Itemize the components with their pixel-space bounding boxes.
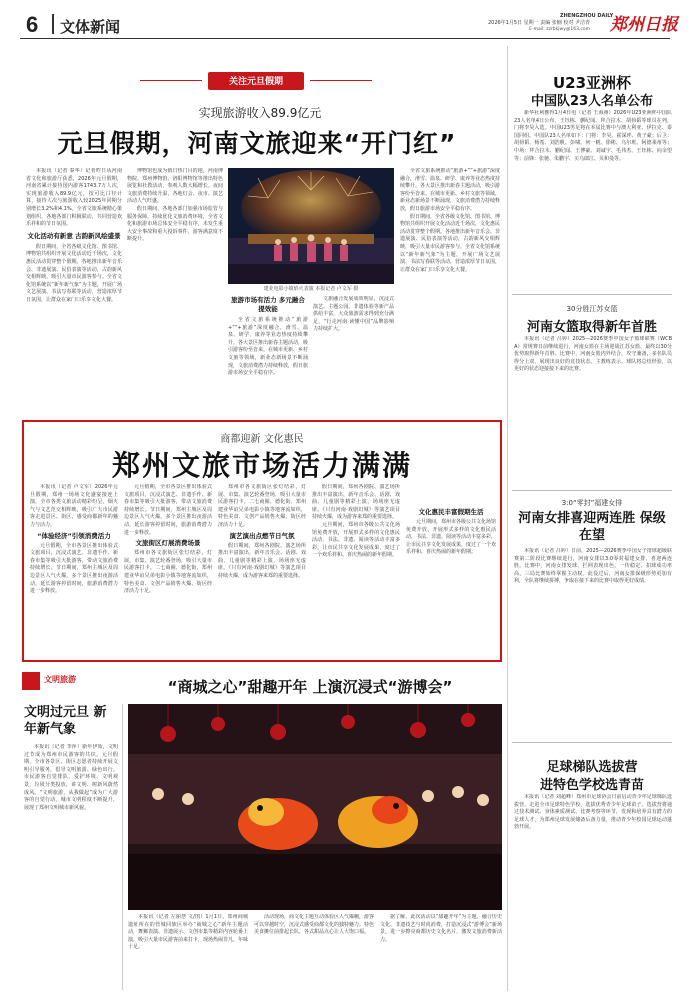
u23-rule — [512, 294, 672, 295]
page-number-divider — [52, 14, 54, 34]
cityfest-body-4: 元旦期间，郑州市各级公共文化场馆免费开放，开展形式多样的文化惠民活动，书法、非遗、阅读等活动丰富多彩，让市民共享文化发展成果，度过了一个欢乐祥和、喜庆热闹的新年假期。 — [406, 519, 496, 556]
shopping-title: “商城之心”甜趣开年 上演沉浸式“游博会” — [167, 678, 453, 696]
basketball-body: 本报讯（记者 吕婷）2025—2026赛季中国女子篮球联赛（WCBA）常规赛日前继续进行，河南女篮在主场迎战江苏女篮，最终以30分优势取得新年首胜。比赛中，河南女篮内外结合，攻守兼备，多名队员得分上双，展现出良好的竞技状态。主教练表示，球队将总结经验，以更好的状态迎接接下来的比赛。 — [514, 336, 672, 373]
holiday-photo-caption: 建业电影小镇焰火表演 本报记者 卢文军 摄 — [263, 286, 359, 292]
football-body: 本报讯（记者 刘超峰）郑州市足球协会日前启动青少年足球梯队选拔营，走进全市足球特色学校，选拔优秀青少年足球苗子。选拔营将通过技术测试、身体素质测试、比赛考察等环节，发现和培养具有潜力的足球人才，为郑州足球发展储备后备力量，推动青少年校园足球运动蓬勃开展。 — [514, 794, 672, 831]
holiday-column-1 — [26, 168, 122, 418]
football-title-2: 进特色学校选青苗 — [539, 778, 644, 793]
cityfest-body-3b: 假日期间，郑州各剧院、演艺场所推出丰富演出，新年音乐会、话剧、戏曲、儿童剧等精彩上演，场场座无虚席。《只有河南·戏剧幻城》等演艺项目持续火爆，成为游客来郑的重要选择。 — [312, 484, 400, 521]
cityfest-column-5 — [406, 484, 496, 656]
football-title-1: 足球梯队选拔营 — [546, 760, 638, 775]
volleyball-rule — [512, 742, 672, 743]
holiday-column-2 — [127, 168, 223, 418]
holiday-banner-label: 关注元旦假期 — [228, 77, 283, 87]
basketball-rule — [512, 490, 672, 491]
civil-title: 文明过元旦 新年新气象 — [24, 705, 107, 737]
basketball-title: 河南女篮取得新年首胜 — [526, 320, 657, 335]
civil-tag: 文明旅游 — [44, 675, 76, 684]
cityfest-column-2 — [124, 484, 212, 656]
shopping-column-2 — [254, 914, 374, 992]
u23-title-1: U23亚洲杯 — [552, 74, 632, 92]
email-line: E-mail: zzrbkjwy@163.com — [529, 27, 590, 32]
masthead-rule — [20, 38, 670, 39]
holiday-subtitle: 实现旅游收入89.9亿元 — [198, 106, 322, 120]
cityfest-intro: 本报讯（记者 卢文军）2026年元旦假期，郑州一场场文化盛宴接连上演，全市各类文旅活动精彩纷呈，烟火气与文艺范交相辉映，吸引广大市民游客走进景区、街区，感受商都新年的魅力与活力。 — [30, 484, 118, 528]
cityfest-body-4b: 元旦期间，郑州市各级公共文化场馆免费开放，开展形式多样的文化惠民活动，书法、非遗、阅读等活动丰富多彩，让市民共享文化发展成果，度过了一个欢乐祥和、喜庆热闹的新年假期。 — [312, 521, 400, 559]
shopping-column-3 — [380, 914, 502, 992]
holiday-column-3 — [228, 296, 308, 416]
volleyball-title: 河南女排喜迎两连胜 保级在望 — [518, 511, 666, 543]
cityfest-body-3: 假日期间，郑州各剧院、演艺场所推出丰富演出，新年音乐会、话剧、戏曲、儿童剧等精彩上演，场场座无虚席。《只有河南·戏剧幻城》等演艺项目持续火爆，成为游客来郑的重要选择。 — [218, 542, 306, 579]
page-number: 6 — [26, 12, 39, 37]
shopping-body-2: 活动现场，商文化主题互动体验区人气爆棚，游客可以穿越时空，沉浸式感受商都文化的独特魅力。特色美食摊位前排起长队，各式甜品点心让人大饱口福。 — [254, 914, 374, 936]
civil-divider — [122, 704, 123, 990]
paper-en: ZHENGZHOU DAILY — [560, 13, 614, 19]
fireworks-stage-image — [228, 168, 394, 284]
holiday-intro: 本报讯（记者 秦华）记者昨日从河南省文化和旅游厅获悉，2026年元旦假期，河南省累计接待国内游客1743.7万人次，实现旅游收入89.9亿元，按可比口径计算，接待人次与旅游收入较2025年同期分别增长3.2%和4.1%。全省文旅系统精心策划组织，各地各部门积极联动，共同营造欢乐祥和的节日氛围。 — [26, 168, 122, 228]
cityfest-body-2: 郑州市各文旅街区张灯结彩，灯展、市集、演艺轮番登场，吸引大量市民游客打卡。二七商圈、德化街、郑州建业华谊兄弟电影小镇等地客流如织，特色美食、文创产品销售火爆，街区经济活力十足。 — [124, 550, 212, 595]
volleyball-kicker: 3:0“零封”福建女排 — [561, 499, 623, 507]
holiday-title: 元旦假期，河南文旅迎来“开门红” — [57, 129, 457, 158]
holiday-body-5: 假日期间，各地各部门加强市场监管与服务保障，持续优化文旅消费环境，全省文化和旅游市场总体安全平稳有序，未发生重大安全事故和重大投诉事件，游客满意度不断提升。 — [127, 205, 223, 243]
cityfest-subhead-2: 文旅街区灯展消费场景 — [135, 539, 201, 548]
cityfest-subhead-1: “体验经济”引领消费活力 — [37, 531, 111, 540]
holiday-subhead-1: 文化活动有新意 古韵新风绘盛景 — [27, 231, 121, 240]
holiday-column-5 — [400, 168, 500, 418]
paper-logo: 郑州日报 — [610, 15, 678, 35]
holiday-column-4 — [313, 296, 394, 416]
section-name: 文体新闻 — [60, 18, 121, 36]
holiday-body-5b: 全省文旅系统推动“旅游+”“+旅游”深度融合，滑雪、温泉、研学、康养等业态热度持续攀升。各大景区推出新春主题活动，吸引游客纷至沓来。在城市更新、乡村文旅等领域，新业态新场景不断涌现，文旅消费潜力持续释放，假日旅游市场安全平稳有序。 — [400, 168, 500, 212]
cityfest-body-2b: 郑州市各文旅街区张灯结彩，灯展、市集、演艺轮番登场，吸引大量市民游客打卡。二七商圈、德化街、郑州建业华谊兄弟电影小镇等地客流如织，特色美食、文创产品销售火爆，街区经济活力十足。 — [218, 484, 306, 528]
holiday-body-4b: 假日期间，全省各级文化馆、图书馆、博物馆共组织开展文化活动近千场次，文化惠民活动贯穿整个假期。各地推出新年音乐会、非遗展演、民俗表演等活动，古韵新风交相辉映，吸引大量市民游客参与。全省文化馆系统以“新年新气象”为主题，开展广场文艺展演、书法写春联等活动，营造浓厚节日氛围，让群众在家门口乐享文化大餐。 — [400, 213, 500, 273]
holiday-body-1: 假日期间，全省各级文化馆、图书馆、博物馆共组织开展文化活动近千场次，文化惠民活动贯穿整个假期。各地推出新年音乐会、非遗展演、民俗表演等活动，古韵新风交相辉映，吸引大量市民游客参与。全省文化馆系统以“新年新气象”为主题，开展广场文艺展演、书法写春联等活动，营造浓厚节日氛围，让群众在家门口乐享文化大餐。 — [26, 243, 122, 303]
holiday-subhead-2: 旅游市场有活力 多元融合提效能 — [231, 296, 305, 313]
civil-body: 本报讯（记者 李萍）新年伊始，文明过节成为郑州市民游客的共识。元旦假期，全市各景区、街区志愿者持续开展文明引导服务，倡导文明旅游、绿色出行。市民游客自觉排队、爱护环境、文明观景，垃圾分类投放，讲文明、树新风蔚然成风。“文明旅游，从我做起”成为广大游客的自觉行动，城市文明程度不断提升，展现了郑州文明城市新风貌。 — [24, 744, 118, 811]
shopping-body-1: 本报讯（记者 左丽慧 文/图）1月1日，郑州商城遗址所在的管城回族区举办“商城之心”新年主题活动，舞狮表演、非遗展示、文创市集等精彩内容轮番上演，吸引大量市民游客前来打卡，现场热闹非凡，年味十足。 — [128, 914, 248, 951]
cityfest-body-1: 元旦假期，全市各景区推出体验式文旅项目，沉浸式演艺、非遗手作、新春市集等吸引大批游客，带动文旅消费持续增长。节日期间，郑州主城区及周边景区人气火爆，多个景区推出夜游活动，延长游客停留时间，旅游消费潜力进一步释放。 — [30, 542, 118, 595]
main-sidebar-divider — [507, 46, 508, 991]
cityfest-title: 郑州文旅市场活力满满 — [111, 449, 412, 482]
holiday-body-4: 文旅融合发展成效明显，沉浸式演艺、主题公园、非遗体验等新产品供给丰富，大众旅游需求得到充分满足，“行走河南·读懂中国”品牌影响力持续扩大。 — [313, 296, 394, 333]
u23-body: 新华社利雅得1月4日电（记者 王海洲）2026年U23亚洲杯中国队23人名单4日公布，王钰栋、蒯纪闻、拜合拉木、胡荷韬等球员在列，门将李昊入选。中国U23男足将在本届比赛中与澳大利亚、伊拉克、泰国同组。中国队23人名单如下：门将：李昊、霍深坪、黄子豪；后卫：胡荷韬、杨希、刘浩帆、彭啸、何一帆、徐彬、乌尔班、阿德莱蒂等；中场：拜合拉木、蒯纪闻、王博豪、刘诚宇、毛伟杰、王钰栋、向余望等；前锋：张驰、朱鹏宇、买乌郎江、贝和曼等。 — [514, 110, 672, 162]
lion-dance-image — [128, 704, 502, 910]
u23-title-2: 中国队23人名单公布 — [530, 94, 654, 109]
basketball-kicker: 30分胜江苏女篮 — [566, 305, 618, 313]
holiday-photo — [228, 168, 394, 284]
holiday-banner-deco-left — [140, 80, 202, 81]
cityfest-kicker: 商都迎新 文化惠民 — [220, 434, 304, 445]
holiday-banner-deco-right — [310, 80, 372, 81]
civil-tag-bg — [22, 672, 40, 690]
cityfest-column-1 — [30, 484, 118, 656]
cityfest-subhead-3: 演艺演出点燃节日气氛 — [229, 531, 295, 540]
volleyball-body: 本报讯（记者 吕婷）日前，2025—2026赛季中国女子排球超级联赛第二阶段比赛继续进行，河南女排以3:0零封福建女排，喜迎两连胜。比赛中，河南女排发球、拦网表现出色，一传稳定，扣球成功率高，三局比赛始终掌握主动权。此役过后，河南女排保级形势更加有利，全队将继续拼搏，争取在接下来的比赛中取得更好成绩。 — [514, 548, 672, 585]
date-line: 2026年1月5日 星期一 责编 张楠 校对 尹洁青 — [487, 20, 590, 26]
shopping-body-3: 据了解，此次活动以“甜趣开年”为主题，融合历史文化、非遗技艺与时尚消费，打造沉浸式“游博会”新场景，进一步擦亮商都历史文化名片，激发文旅消费新活力。 — [380, 914, 502, 943]
cityfest-subhead-4: 文化惠民丰富假期生活 — [418, 508, 484, 516]
holiday-body-2: 博物馆也成为假日热门目的地，河南博物院、郑州博物馆、洛阳博物馆等推出特色展览和社教活动，参观人数大幅增长。夜间文旅消费持续升温，各地灯会、夜市、演艺活动人气旺盛。 — [127, 168, 223, 205]
masthead — [0, 0, 690, 40]
shopping-column-1 — [128, 914, 248, 992]
holiday-body-3: 全省文旅系统推动“旅游+”“+旅游”深度融合，滑雪、温泉、研学、康养等业态热度持续攀升。各大景区推出新春主题活动，吸引游客纷至沓来。在城市更新、乡村文旅等领域，新业态新场景不断涌现，文旅消费潜力持续释放，假日旅游市场安全平稳有序。 — [228, 317, 308, 377]
shopping-photo — [128, 704, 502, 910]
cityfest-column-3 — [218, 484, 306, 656]
cityfest-body-1b: 元旦假期，全市各景区推出体验式文旅项目，沉浸式演艺、非遗手作、新春市集等吸引大批游客，带动文旅消费持续增长。节日期间，郑州主城区及周边景区人气火爆，多个景区推出夜游活动，延长游客停留时间，旅游消费潜力进一步释放。 — [124, 484, 212, 536]
cityfest-column-4 — [312, 484, 400, 656]
